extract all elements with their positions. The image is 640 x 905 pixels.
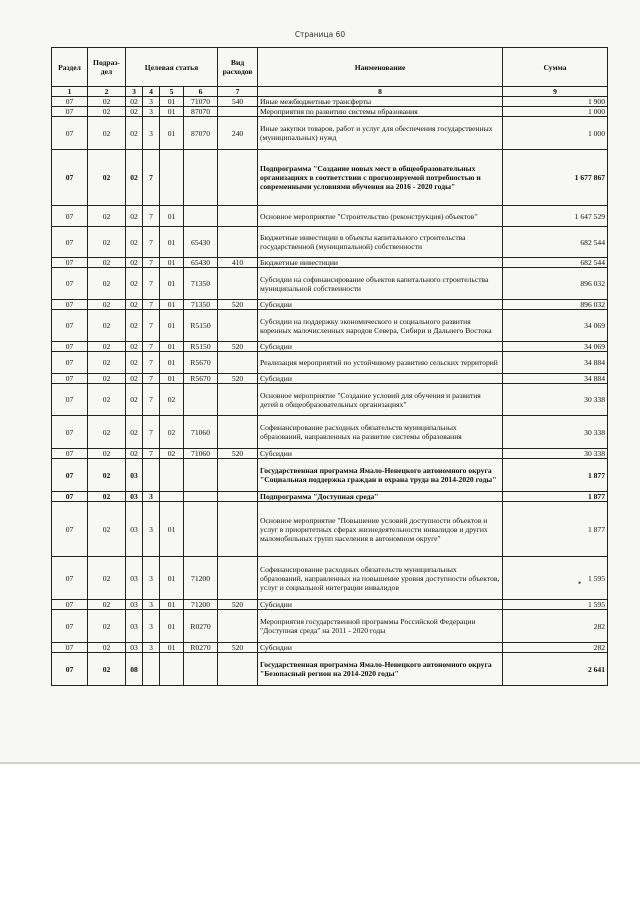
razdel-cell: 07 <box>52 557 88 600</box>
name-cell: Государственная программа Ямало-Ненецкого автономного округа "Безопасный регион на 2014-2020 годы" <box>258 653 503 686</box>
sum-cell: 1 877 <box>503 492 608 502</box>
name-cell: Софинансирование расходных обязательств муниципальных образований, направленных на повышение уровня доступности объектов, услуг и социальной интеграции инвалидов <box>258 557 503 600</box>
name-cell: Субсидии <box>258 300 503 310</box>
col-number: 1 <box>52 87 88 97</box>
vid-cell <box>218 557 258 600</box>
event-cell: 01 <box>160 557 184 600</box>
table-row <box>52 150 608 206</box>
table-row <box>52 600 608 610</box>
vid-cell <box>218 206 258 227</box>
table-row <box>52 653 608 686</box>
col-number: 4 <box>143 87 160 97</box>
direction-cell: R5670 <box>184 352 218 374</box>
razdel-cell: 07 <box>52 600 88 610</box>
header-vid-raskhodov: Вид расходов <box>218 48 258 87</box>
subprogram-cell: 7 <box>143 310 160 342</box>
sum-cell: 282 <box>503 610 608 643</box>
subprogram-cell: 7 <box>143 300 160 310</box>
name-cell: Мероприятия по развитию системы образования <box>258 107 503 117</box>
event-cell: 01 <box>160 310 184 342</box>
event-cell: 01 <box>160 258 184 268</box>
razdel-cell: 07 <box>52 384 88 416</box>
sum-cell: 30 338 <box>503 449 608 459</box>
subprogram-cell: 3 <box>143 643 160 653</box>
subprogram-cell: 3 <box>143 117 160 150</box>
program-cell: 02 <box>126 258 143 268</box>
name-cell: Субсидии <box>258 600 503 610</box>
direction-cell <box>184 206 218 227</box>
direction-cell <box>184 150 218 206</box>
program-cell: 02 <box>126 310 143 342</box>
podrazdel-cell: 02 <box>88 384 126 416</box>
table-row <box>52 374 608 384</box>
program-cell: 03 <box>126 557 143 600</box>
razdel-cell: 07 <box>52 459 88 492</box>
direction-cell: 65430 <box>184 227 218 258</box>
name-cell: Реализация мероприятий по устойчивому развитию сельских территорий <box>258 352 503 374</box>
vid-cell: 520 <box>218 342 258 352</box>
direction-cell: 87070 <box>184 107 218 117</box>
vid-cell: 540 <box>218 97 258 107</box>
sum-cell: 282 <box>503 643 608 653</box>
table-row <box>52 117 608 150</box>
name-cell: Основное мероприятие "Создание условий для обучения и развития детей в общеобразовательных организациях" <box>258 384 503 416</box>
podrazdel-cell: 02 <box>88 117 126 150</box>
name-cell: Субсидии на поддержку экономического и социального развития коренных малочисленных народов Севера, Сибири и Дальнего Востока <box>258 310 503 342</box>
header-tselevaya-statya: Целевая статья <box>126 48 218 87</box>
col-number: 9 <box>503 87 608 97</box>
razdel-cell: 07 <box>52 117 88 150</box>
razdel-cell: 07 <box>52 352 88 374</box>
direction-cell: 71350 <box>184 268 218 300</box>
direction-cell: 87070 <box>184 117 218 150</box>
table-row <box>52 310 608 342</box>
program-cell: 02 <box>126 107 143 117</box>
subprogram-cell: 7 <box>143 150 160 206</box>
podrazdel-cell: 02 <box>88 268 126 300</box>
podrazdel-cell: 02 <box>88 300 126 310</box>
razdel-cell: 07 <box>52 643 88 653</box>
vid-cell <box>218 268 258 300</box>
col-number: 3 <box>126 87 143 97</box>
vid-cell: 520 <box>218 643 258 653</box>
vid-cell <box>218 653 258 686</box>
vid-cell: 520 <box>218 600 258 610</box>
table-row <box>52 342 608 352</box>
name-cell: Бюджетные инвестиции в объекты капитального строительства государственной (муниципальной) собственности <box>258 227 503 258</box>
program-cell: 03 <box>126 492 143 502</box>
razdel-cell: 07 <box>52 268 88 300</box>
razdel-cell: 07 <box>52 653 88 686</box>
podrazdel-cell: 02 <box>88 502 126 557</box>
vid-cell <box>218 384 258 416</box>
sum-cell: 1 595 <box>503 557 608 600</box>
table-row <box>52 107 608 117</box>
sum-cell: 1 877 <box>503 502 608 557</box>
direction-cell: 71060 <box>184 449 218 459</box>
podrazdel-cell: 02 <box>88 610 126 643</box>
table-row <box>52 416 608 449</box>
name-cell: Государственная программа Ямало-Ненецкого автономного округа "Социальная поддержка граждан и охрана труда на 2014-2020 годы" <box>258 459 503 492</box>
direction-cell <box>184 653 218 686</box>
table-row <box>52 459 608 492</box>
podrazdel-cell: 02 <box>88 150 126 206</box>
podrazdel-cell: 02 <box>88 492 126 502</box>
sum-cell: 1 677 867 <box>503 150 608 206</box>
event-cell: 01 <box>160 107 184 117</box>
header-razdel: Раздел <box>52 48 88 87</box>
direction-cell <box>184 492 218 502</box>
event-cell: 01 <box>160 300 184 310</box>
sum-cell: 30 338 <box>503 384 608 416</box>
header-podrazdel: Подраз-дел <box>88 48 126 87</box>
vid-cell <box>218 416 258 449</box>
razdel-cell: 07 <box>52 227 88 258</box>
table-row <box>52 227 608 258</box>
podrazdel-cell: 02 <box>88 643 126 653</box>
podrazdel-cell: 02 <box>88 449 126 459</box>
podrazdel-cell: 02 <box>88 227 126 258</box>
subprogram-cell: 7 <box>143 384 160 416</box>
table-row <box>52 206 608 227</box>
sum-cell: 30 338 <box>503 416 608 449</box>
razdel-cell: 07 <box>52 502 88 557</box>
subprogram-cell: 7 <box>143 227 160 258</box>
event-cell: 01 <box>160 502 184 557</box>
program-cell: 02 <box>126 352 143 374</box>
podrazdel-cell: 02 <box>88 342 126 352</box>
budget-table <box>51 47 608 686</box>
table-row <box>52 258 608 268</box>
name-cell: Основное мероприятие "Повышение условий доступности объектов и услуг в приоритетных сферах жизнедеятельности инвалидов и других маломобильных групп населения в автономном округе" <box>258 502 503 557</box>
vid-cell <box>218 107 258 117</box>
program-cell: 02 <box>126 449 143 459</box>
razdel-cell: 07 <box>52 300 88 310</box>
subprogram-cell: 7 <box>143 268 160 300</box>
col-number: 7 <box>218 87 258 97</box>
event-cell: 01 <box>160 268 184 300</box>
direction-cell <box>184 459 218 492</box>
sum-cell: 2 641 <box>503 653 608 686</box>
header-row <box>52 48 608 87</box>
header-naimenovanie: Наименование <box>258 48 503 87</box>
sum-cell: 1 877 <box>503 459 608 492</box>
direction-cell: R5670 <box>184 374 218 384</box>
razdel-cell: 07 <box>52 492 88 502</box>
subprogram-cell: 7 <box>143 258 160 268</box>
name-cell: Субсидии <box>258 342 503 352</box>
direction-cell: R5150 <box>184 310 218 342</box>
vid-cell: 240 <box>218 117 258 150</box>
program-cell: 02 <box>126 227 143 258</box>
name-cell: Основное мероприятие "Строительство (реконструкция) объектов" <box>258 206 503 227</box>
event-cell: 01 <box>160 227 184 258</box>
col-number: 5 <box>160 87 184 97</box>
name-cell: Иные закупки товаров, работ и услуг для обеспечения государственных (муниципальных) нужд <box>258 117 503 150</box>
event-cell: 01 <box>160 206 184 227</box>
event-cell <box>160 653 184 686</box>
sum-cell: 896 032 <box>503 300 608 310</box>
vid-cell: 520 <box>218 374 258 384</box>
razdel-cell: 07 <box>52 310 88 342</box>
direction-cell: R0270 <box>184 643 218 653</box>
podrazdel-cell: 02 <box>88 258 126 268</box>
sum-cell: 34 069 <box>503 342 608 352</box>
program-cell: 02 <box>126 150 143 206</box>
table-row <box>52 502 608 557</box>
name-cell: Подпрограмма "Доступная среда" <box>258 492 503 502</box>
subprogram-cell: 3 <box>143 107 160 117</box>
vid-cell <box>218 502 258 557</box>
direction-cell: R0270 <box>184 610 218 643</box>
name-cell: Субсидии <box>258 374 503 384</box>
program-cell: 02 <box>126 300 143 310</box>
razdel-cell: 07 <box>52 374 88 384</box>
podrazdel-cell: 02 <box>88 459 126 492</box>
sum-cell: 896 032 <box>503 268 608 300</box>
subprogram-cell: 7 <box>143 342 160 352</box>
event-cell <box>160 150 184 206</box>
header-summa: Сумма <box>503 48 608 87</box>
program-cell: 03 <box>126 610 143 643</box>
subprogram-cell: 7 <box>143 449 160 459</box>
podrazdel-cell: 02 <box>88 557 126 600</box>
razdel-cell: 07 <box>52 97 88 107</box>
razdel-cell: 07 <box>52 150 88 206</box>
subprogram-cell: 3 <box>143 97 160 107</box>
podrazdel-cell: 02 <box>88 416 126 449</box>
subprogram-cell: 7 <box>143 352 160 374</box>
subprogram-cell <box>143 459 160 492</box>
sum-cell: 34 069 <box>503 310 608 342</box>
program-cell: 03 <box>126 600 143 610</box>
table-row <box>52 352 608 374</box>
event-cell <box>160 459 184 492</box>
table-body <box>52 97 608 686</box>
sum-cell: 1 900 <box>503 97 608 107</box>
razdel-cell: 07 <box>52 610 88 643</box>
table-row <box>52 449 608 459</box>
program-cell: 03 <box>126 643 143 653</box>
table-row <box>52 384 608 416</box>
vid-cell <box>218 227 258 258</box>
razdel-cell: 07 <box>52 416 88 449</box>
vid-cell <box>218 352 258 374</box>
subprogram-cell <box>143 653 160 686</box>
table-row <box>52 268 608 300</box>
table-row <box>52 557 608 600</box>
program-cell: 02 <box>126 117 143 150</box>
subprogram-cell: 3 <box>143 492 160 502</box>
vid-cell <box>218 459 258 492</box>
razdel-cell: 07 <box>52 258 88 268</box>
vid-cell <box>218 492 258 502</box>
sum-cell: 34 884 <box>503 374 608 384</box>
subprogram-cell: 3 <box>143 502 160 557</box>
program-cell: 02 <box>126 268 143 300</box>
razdel-cell: 07 <box>52 449 88 459</box>
program-cell: 02 <box>126 374 143 384</box>
podrazdel-cell: 02 <box>88 653 126 686</box>
table-row <box>52 643 608 653</box>
subprogram-cell: 3 <box>143 610 160 643</box>
razdel-cell: 07 <box>52 107 88 117</box>
col-number: 8 <box>258 87 503 97</box>
table-row <box>52 300 608 310</box>
col-number: 2 <box>88 87 126 97</box>
program-cell: 03 <box>126 459 143 492</box>
event-cell: 01 <box>160 643 184 653</box>
event-cell: 01 <box>160 610 184 643</box>
event-cell: 02 <box>160 416 184 449</box>
scan-mark: • <box>578 578 582 588</box>
col-number: 6 <box>184 87 218 97</box>
direction-cell: 71200 <box>184 557 218 600</box>
name-cell: Бюджетные инвестиции <box>258 258 503 268</box>
podrazdel-cell: 02 <box>88 310 126 342</box>
event-cell: 01 <box>160 600 184 610</box>
vid-cell <box>218 150 258 206</box>
vid-cell: 520 <box>218 449 258 459</box>
direction-cell: 65430 <box>184 258 218 268</box>
program-cell: 02 <box>126 206 143 227</box>
event-cell: 01 <box>160 342 184 352</box>
name-cell: Софинансирование расходных обязательств муниципальных образований, направленных на развитие системы образования <box>258 416 503 449</box>
table-row <box>52 492 608 502</box>
direction-cell <box>184 384 218 416</box>
event-cell: 01 <box>160 117 184 150</box>
column-number-row <box>52 87 608 97</box>
subprogram-cell: 3 <box>143 557 160 600</box>
name-cell: Мероприятия государственной программы Российской Федерации "Доступная среда" на 2011 - 2020 годы <box>258 610 503 643</box>
program-cell: 02 <box>126 416 143 449</box>
sum-cell: 1 647 529 <box>503 206 608 227</box>
vid-cell <box>218 610 258 643</box>
vid-cell <box>218 310 258 342</box>
subprogram-cell: 7 <box>143 206 160 227</box>
podrazdel-cell: 02 <box>88 600 126 610</box>
name-cell: Подпрограмма "Создание новых мест в общеобразовательных организациях в соответствии с прогнозируемой потребностью и современными условиями обучения на 2016 - 2020 годы" <box>258 150 503 206</box>
event-cell <box>160 492 184 502</box>
direction-cell: 71350 <box>184 300 218 310</box>
direction-cell: 71200 <box>184 600 218 610</box>
event-cell: 01 <box>160 374 184 384</box>
name-cell: Иные межбюджетные трансферты <box>258 97 503 107</box>
subprogram-cell: 7 <box>143 374 160 384</box>
direction-cell: 71060 <box>184 416 218 449</box>
sum-cell: 1 595 <box>503 600 608 610</box>
direction-cell: R5150 <box>184 342 218 352</box>
direction-cell <box>184 502 218 557</box>
program-cell: 08 <box>126 653 143 686</box>
program-cell: 03 <box>126 502 143 557</box>
name-cell: Субсидии <box>258 643 503 653</box>
podrazdel-cell: 02 <box>88 107 126 117</box>
vid-cell: 520 <box>218 300 258 310</box>
event-cell: 02 <box>160 449 184 459</box>
table-row <box>52 97 608 107</box>
vid-cell: 410 <box>218 258 258 268</box>
subprogram-cell: 3 <box>143 600 160 610</box>
sum-cell: 682 544 <box>503 227 608 258</box>
podrazdel-cell: 02 <box>88 97 126 107</box>
sum-cell: 1 000 <box>503 107 608 117</box>
podrazdel-cell: 02 <box>88 374 126 384</box>
table-row <box>52 610 608 643</box>
name-cell: Субсидии <box>258 449 503 459</box>
program-cell: 02 <box>126 342 143 352</box>
subprogram-cell: 7 <box>143 416 160 449</box>
razdel-cell: 07 <box>52 342 88 352</box>
page-number: Страница 60 <box>294 30 346 39</box>
event-cell: 02 <box>160 384 184 416</box>
podrazdel-cell: 02 <box>88 352 126 374</box>
sum-cell: 1 000 <box>503 117 608 150</box>
event-cell: 01 <box>160 352 184 374</box>
podrazdel-cell: 02 <box>88 206 126 227</box>
program-cell: 02 <box>126 384 143 416</box>
name-cell: Субсидии на софинансирование объектов капитального строительства муниципальной собственности <box>258 268 503 300</box>
event-cell: 01 <box>160 97 184 107</box>
direction-cell: 71070 <box>184 97 218 107</box>
sum-cell: 34 884 <box>503 352 608 374</box>
sum-cell: 682 544 <box>503 258 608 268</box>
razdel-cell: 07 <box>52 206 88 227</box>
program-cell: 02 <box>126 97 143 107</box>
